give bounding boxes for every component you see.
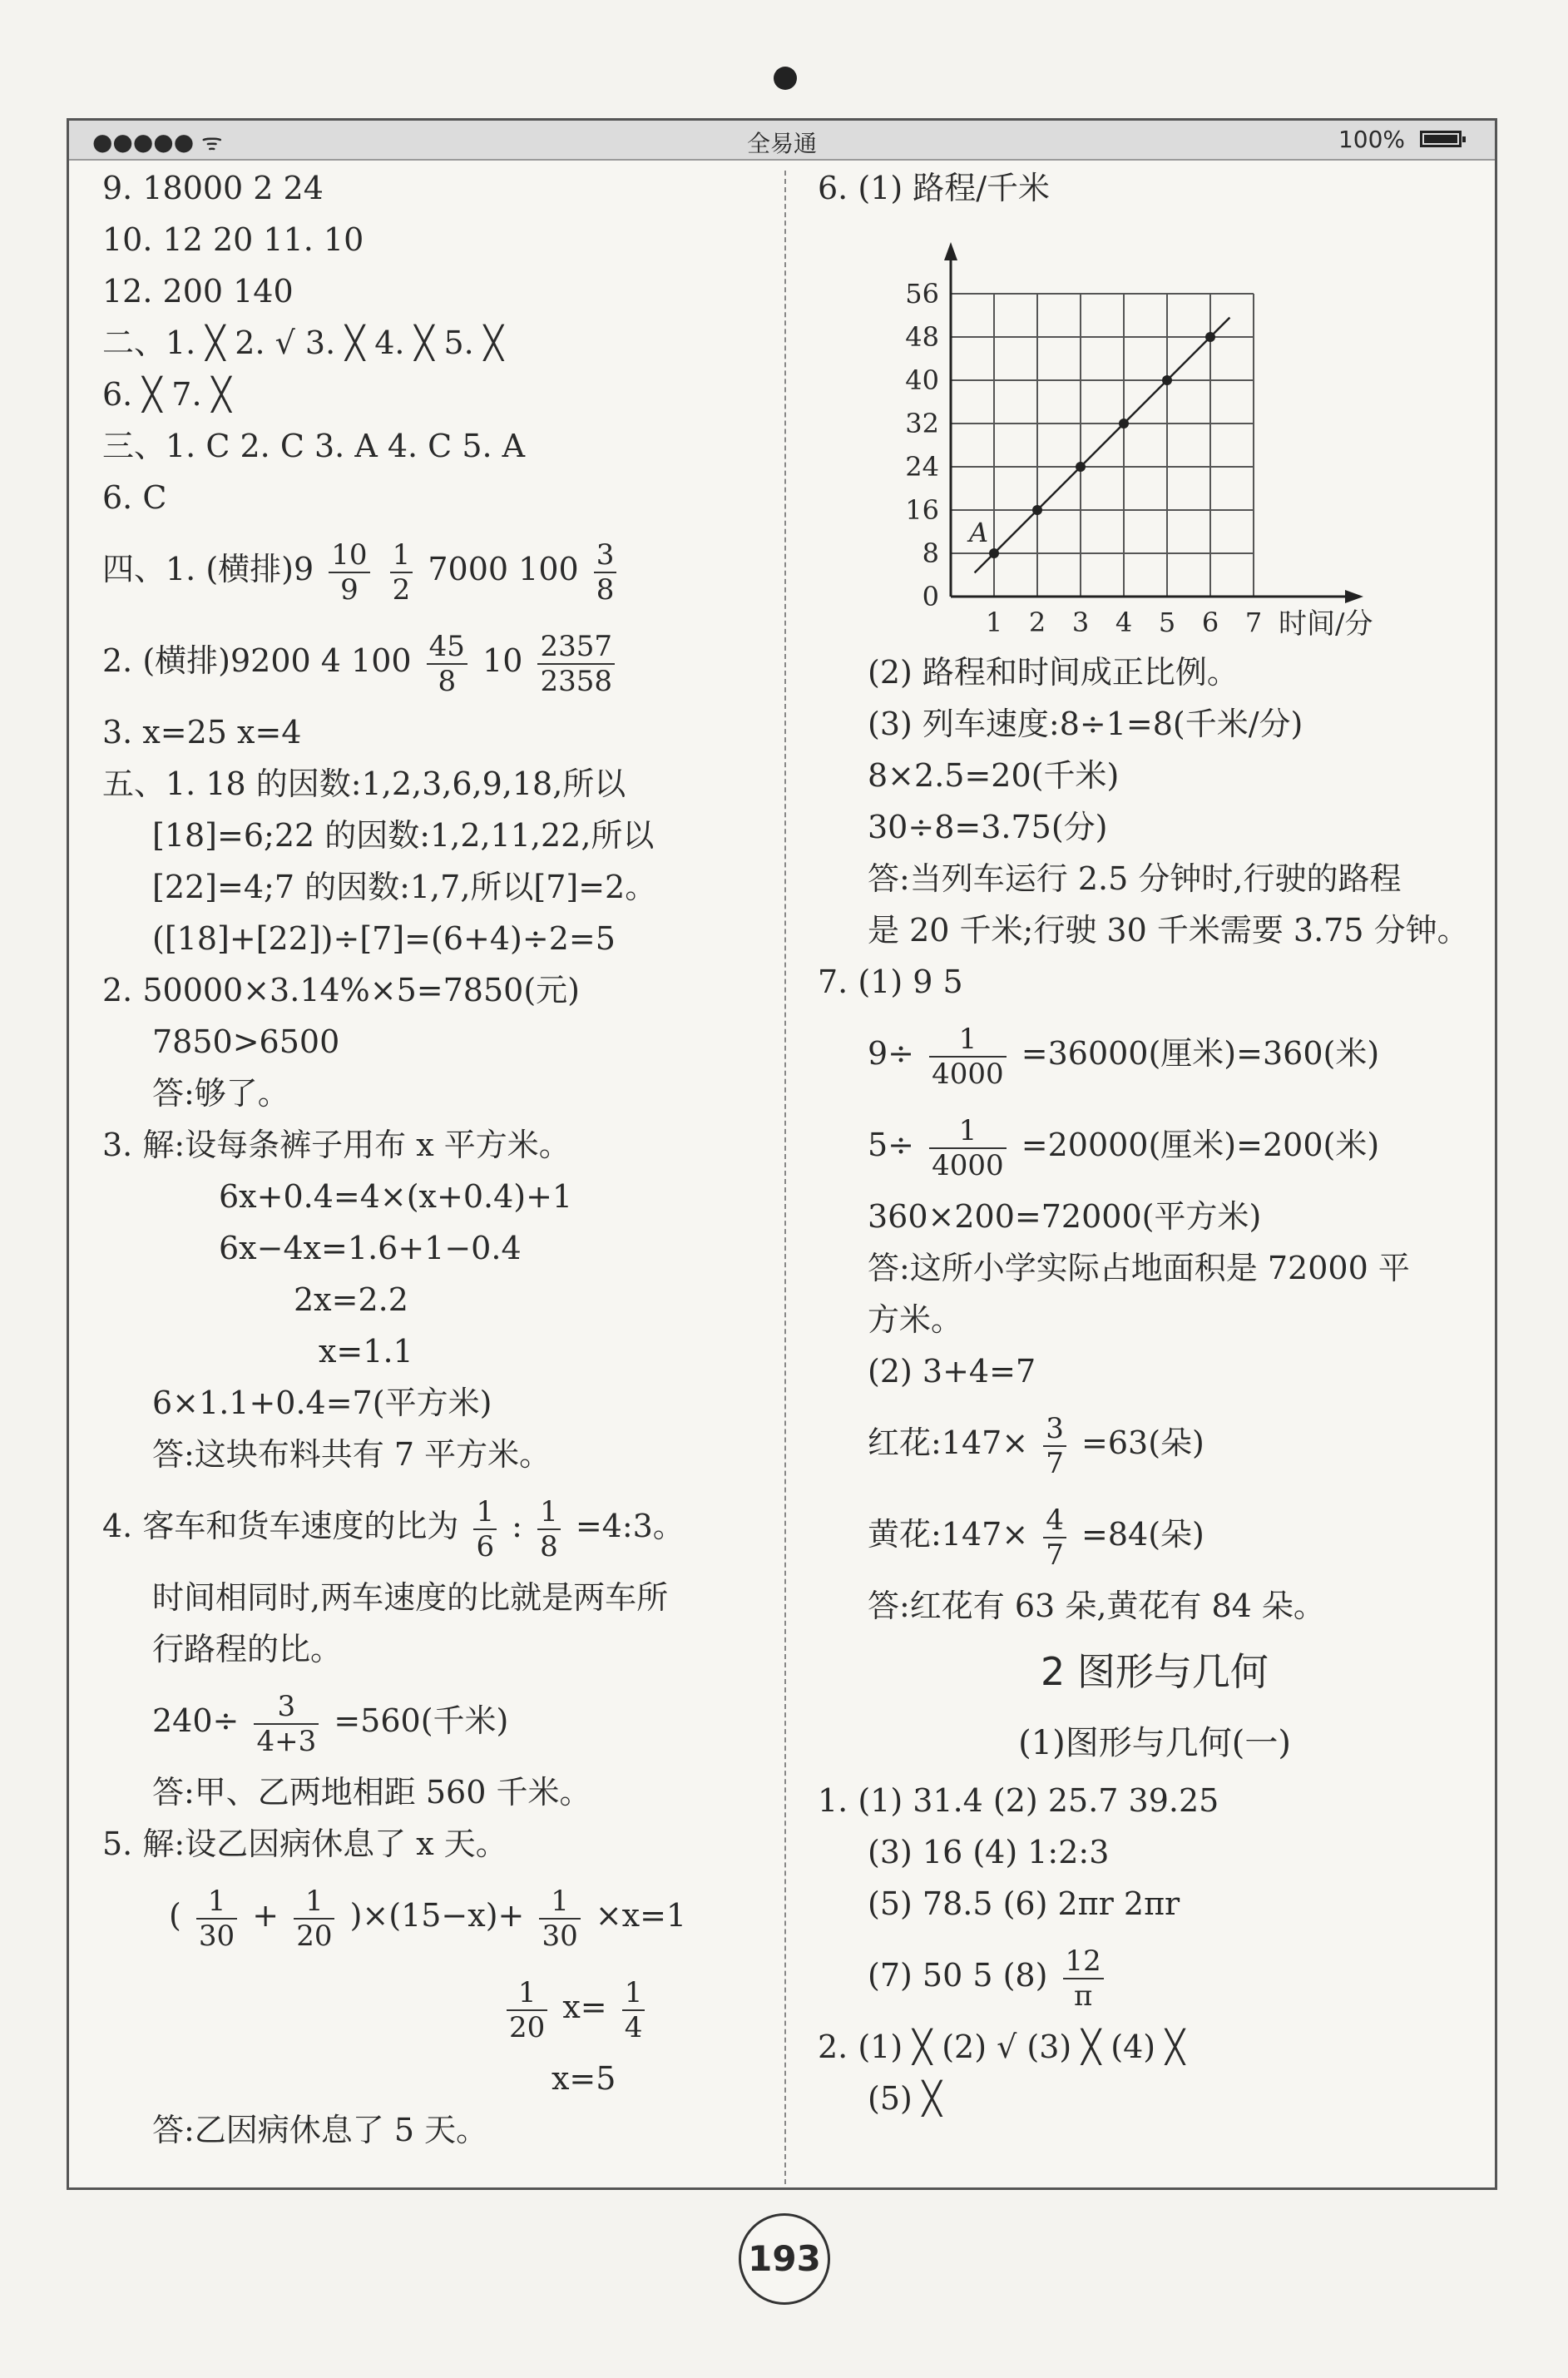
numerator: 1 <box>196 1885 237 1920</box>
x-tick-label: 3 <box>1071 607 1090 638</box>
right-column <box>818 162 1491 2124</box>
equation-line: x=5 <box>552 2060 616 2097</box>
text: )×(15−x)+ <box>349 1897 525 1934</box>
x-tick-label: 2 <box>1028 607 1046 638</box>
app-title: 全易通 <box>746 130 817 157</box>
answer-line: 6. ╳ 7. ╳ <box>102 376 231 413</box>
answer-line: 7850>6500 <box>152 1023 340 1060</box>
x-tick-label: 1 <box>985 607 1003 638</box>
denominator: 6 <box>476 1529 495 1563</box>
answer-line <box>818 1008 1491 1099</box>
x-axis-arrow <box>1345 590 1363 603</box>
numerator: 1 <box>390 538 413 573</box>
battery-icon <box>1420 131 1462 147</box>
denominator: 30 <box>198 1919 235 1953</box>
y-axis-arrow <box>944 242 957 260</box>
fraction <box>1043 1504 1066 1572</box>
denominator: 2 <box>392 572 411 607</box>
denominator: 4+3 <box>256 1724 317 1758</box>
equation-line <box>102 1870 768 1961</box>
data-point <box>1205 332 1215 342</box>
fraction <box>929 1114 1007 1182</box>
left-column <box>102 162 768 2156</box>
answer-line: 8×2.5=20(千米) <box>868 757 1120 794</box>
fraction <box>537 1495 561 1563</box>
y-tick-label: 40 <box>905 364 939 396</box>
denominator: 30 <box>542 1919 578 1953</box>
denominator: π <box>1073 1979 1093 2013</box>
answer-line: 6. C <box>102 479 167 516</box>
answer-line: 12. 200 140 <box>102 273 294 310</box>
status-bar <box>69 121 1495 161</box>
text: 9÷ <box>868 1035 915 1072</box>
text: 四、1. (横排)9 <box>102 551 314 587</box>
denominator: 7 <box>1046 1538 1064 1572</box>
numerator: 1 <box>539 1885 580 1920</box>
answer-line: 答:乙因病休息了 5 天。 <box>152 2112 488 2148</box>
answer-line: (3) 列车速度:8÷1=8(千米/分) <box>868 706 1303 742</box>
answer-line: [18]=6;22 的因数:1,2,11,22,所以 <box>152 817 655 854</box>
battery-text: 100% <box>1338 126 1405 153</box>
answer-line: 答:甲、乙两地相距 560 千米。 <box>152 1774 591 1811</box>
numerator: 4 <box>1043 1504 1066 1538</box>
answer-line: 5. 解:设乙因病休息了 x 天。 <box>102 1826 507 1862</box>
numerator: 10 <box>329 538 369 573</box>
numerator: 1 <box>294 1885 334 1920</box>
numerator: 3 <box>1043 1412 1066 1447</box>
numerator: 1 <box>473 1495 497 1530</box>
text: =560(千米) <box>334 1702 509 1739</box>
text: 5÷ <box>868 1127 915 1163</box>
text: =63(朵) <box>1081 1424 1204 1461</box>
column-divider <box>784 171 786 2184</box>
text: =20000(厘米)=200(米) <box>1021 1127 1380 1163</box>
text: 4. 客车和货车速度的比为 <box>102 1508 459 1544</box>
answer-line: 行路程的比。 <box>152 1631 343 1667</box>
fraction <box>473 1495 497 1563</box>
answer-line: (2) 3+4=7 <box>868 1353 1036 1390</box>
numerator: 1 <box>929 1023 1007 1058</box>
answer-line: 时间相同时,两车速度的比就是两车所 <box>152 1579 669 1616</box>
y-tick-label: 48 <box>905 321 939 353</box>
fraction <box>390 538 413 607</box>
y-tick-label: 16 <box>905 494 939 526</box>
subsection-title: (1)图形与几何(一) <box>1018 1724 1291 1762</box>
fraction <box>254 1690 319 1758</box>
answer-line <box>102 1480 768 1572</box>
answer-line <box>102 1675 768 1766</box>
denominator: 4000 <box>932 1057 1004 1091</box>
fraction <box>594 538 617 607</box>
data-point <box>989 548 999 558</box>
numerator: 1 <box>929 1114 1007 1149</box>
answer-line: 10. 12 20 11. 10 <box>102 221 364 258</box>
text: : <box>512 1508 522 1544</box>
text: 7000 100 <box>428 551 579 587</box>
answer-line <box>818 1489 1491 1580</box>
answer-line <box>818 1397 1491 1489</box>
y-tick-label: 32 <box>905 408 939 439</box>
text: + <box>252 1897 279 1934</box>
numerator: 1 <box>537 1495 561 1530</box>
text: ( <box>169 1897 181 1934</box>
answer-line: 答:这块布料共有 7 平方米。 <box>152 1436 552 1473</box>
fraction <box>507 1976 547 2044</box>
answer-line <box>818 1930 1491 2021</box>
answer-line <box>102 615 768 706</box>
fraction <box>537 630 615 698</box>
x-tick-label: 7 <box>1244 607 1263 638</box>
equation-line: 6x−4x=1.6+1−0.4 <box>219 1230 522 1266</box>
denominator: 4000 <box>932 1148 1004 1182</box>
fraction <box>427 630 467 698</box>
denominator: 7 <box>1046 1446 1064 1480</box>
y-tick-label: 24 <box>905 451 939 483</box>
answer-line: 二、1. ╳ 2. √ 3. ╳ 4. ╳ 5. ╳ <box>102 324 503 361</box>
numerator: 12 <box>1063 1945 1104 1979</box>
origin-label: 0 <box>922 581 939 612</box>
answer-line: 三、1. C 2. C 3. A 4. C 5. A <box>102 428 526 464</box>
y-tick-label: 8 <box>922 538 939 569</box>
answer-line: (5) ╳ <box>868 2080 942 2117</box>
numerator: 2357 <box>537 630 615 665</box>
y-tick-label: 56 <box>905 278 939 310</box>
answer-line: 3. x=25 x=4 <box>102 714 302 751</box>
fraction <box>294 1885 334 1953</box>
answer-line: 2. 50000×3.14%×5=7850(元) <box>102 972 580 1008</box>
numerator: 45 <box>427 630 467 665</box>
answer-line <box>102 523 768 615</box>
numerator: 1 <box>622 1976 646 2011</box>
text: 10 <box>482 642 523 679</box>
text: 红花:147× <box>868 1424 1029 1461</box>
answer-line: [22]=4;7 的因数:1,7,所以[7]=2。 <box>152 869 657 905</box>
answer-line: 3. 解:设每条裤子用布 x 平方米。 <box>102 1127 571 1163</box>
answer-line: ([18]+[22])÷[7]=(6+4)÷2=5 <box>152 920 616 957</box>
chart-svg <box>818 214 1483 647</box>
answer-line: (2) 路程和时间成正比例。 <box>868 654 1239 691</box>
fraction <box>196 1885 237 1953</box>
text: =4:3。 <box>575 1508 685 1544</box>
data-point <box>1076 462 1086 472</box>
fraction <box>622 1976 646 2044</box>
tablet-frame <box>67 118 1497 2190</box>
denominator: 8 <box>596 572 615 607</box>
equation-line <box>102 1961 768 2053</box>
fraction <box>929 1023 1007 1091</box>
numerator: 3 <box>254 1690 319 1725</box>
fraction <box>329 538 369 607</box>
denominator: 4 <box>624 2010 643 2044</box>
answer-line: 答:这所小学实际占地面积是 72000 平 <box>868 1250 1410 1286</box>
denominator: 2358 <box>540 664 612 698</box>
camera-dot <box>774 67 797 90</box>
answer-line: 6×1.1+0.4=7(平方米) <box>152 1385 492 1421</box>
data-point <box>1162 375 1172 385</box>
text: (7) 50 5 (8) <box>868 1957 1048 1994</box>
text: x= <box>562 1989 607 2025</box>
fraction <box>1063 1945 1104 2013</box>
signal-wifi-icon: ●●●●● ᯤ <box>92 128 223 156</box>
point-label: A <box>969 517 989 548</box>
answer-line: 是 20 千米;行驶 30 千米需要 3.75 分钟。 <box>868 912 1469 949</box>
denominator: 8 <box>540 1529 558 1563</box>
equation-line: 6x+0.4=4×(x+0.4)+1 <box>219 1178 573 1215</box>
answer-line: 30÷8=3.75(分) <box>868 809 1108 845</box>
text: 2. (横排)9200 4 100 <box>102 642 412 679</box>
text: 240÷ <box>152 1702 240 1739</box>
distance-time-chart <box>818 214 1491 647</box>
data-point <box>1032 505 1042 515</box>
equation-line: x=1.1 <box>319 1333 413 1370</box>
page-number: 193 <box>739 2213 830 2305</box>
answer-line: 五、1. 18 的因数:1,2,3,6,9,18,所以 <box>102 765 626 802</box>
series-line <box>975 318 1230 573</box>
answer-line: (5) 78.5 (6) 2πr 2πr <box>868 1885 1180 1922</box>
answer-line: 6. (1) 路程/千米 <box>818 170 1051 206</box>
text: ×x=1 <box>595 1897 687 1934</box>
data-point <box>1119 419 1129 429</box>
x-tick-label: 5 <box>1158 607 1176 638</box>
answer-line: 9. 18000 2 24 <box>102 170 324 206</box>
answer-line <box>818 1099 1491 1191</box>
denominator: 9 <box>340 572 359 607</box>
denominator: 8 <box>438 664 457 698</box>
section-title: 2 图形与几何 <box>1041 1649 1269 1694</box>
text: =84(朵) <box>1081 1516 1204 1553</box>
equation-line: 2x=2.2 <box>294 1281 408 1318</box>
denominator: 20 <box>509 2010 546 2044</box>
numerator: 1 <box>507 1976 547 2011</box>
answer-line: 1. (1) 31.4 (2) 25.7 39.25 <box>818 1782 1219 1819</box>
fraction <box>539 1885 580 1953</box>
x-tick-label: 6 <box>1201 607 1219 638</box>
answer-line: 2. (1) ╳ (2) √ (3) ╳ (4) ╳ <box>818 2029 1185 2065</box>
answer-line: (3) 16 (4) 1:2:3 <box>868 1834 1110 1870</box>
x-tick-label: 4 <box>1115 607 1133 638</box>
answer-line: 答:当列车运行 2.5 分钟时,行驶的路程 <box>868 860 1402 897</box>
text: 黄花:147× <box>868 1516 1029 1553</box>
denominator: 20 <box>296 1919 333 1953</box>
answer-line: 7. (1) 9 5 <box>818 964 963 1000</box>
fraction <box>1043 1412 1066 1480</box>
text: =36000(厘米)=360(米) <box>1021 1035 1380 1072</box>
answer-line: 360×200=72000(平方米) <box>868 1198 1262 1235</box>
numerator: 3 <box>594 538 617 573</box>
answer-line: 方米。 <box>868 1301 963 1338</box>
answer-line: 答:够了。 <box>152 1075 289 1112</box>
answer-line: 答:红花有 63 朵,黄花有 84 朵。 <box>868 1588 1325 1624</box>
x-axis-label: 时间/分 <box>1279 607 1373 641</box>
